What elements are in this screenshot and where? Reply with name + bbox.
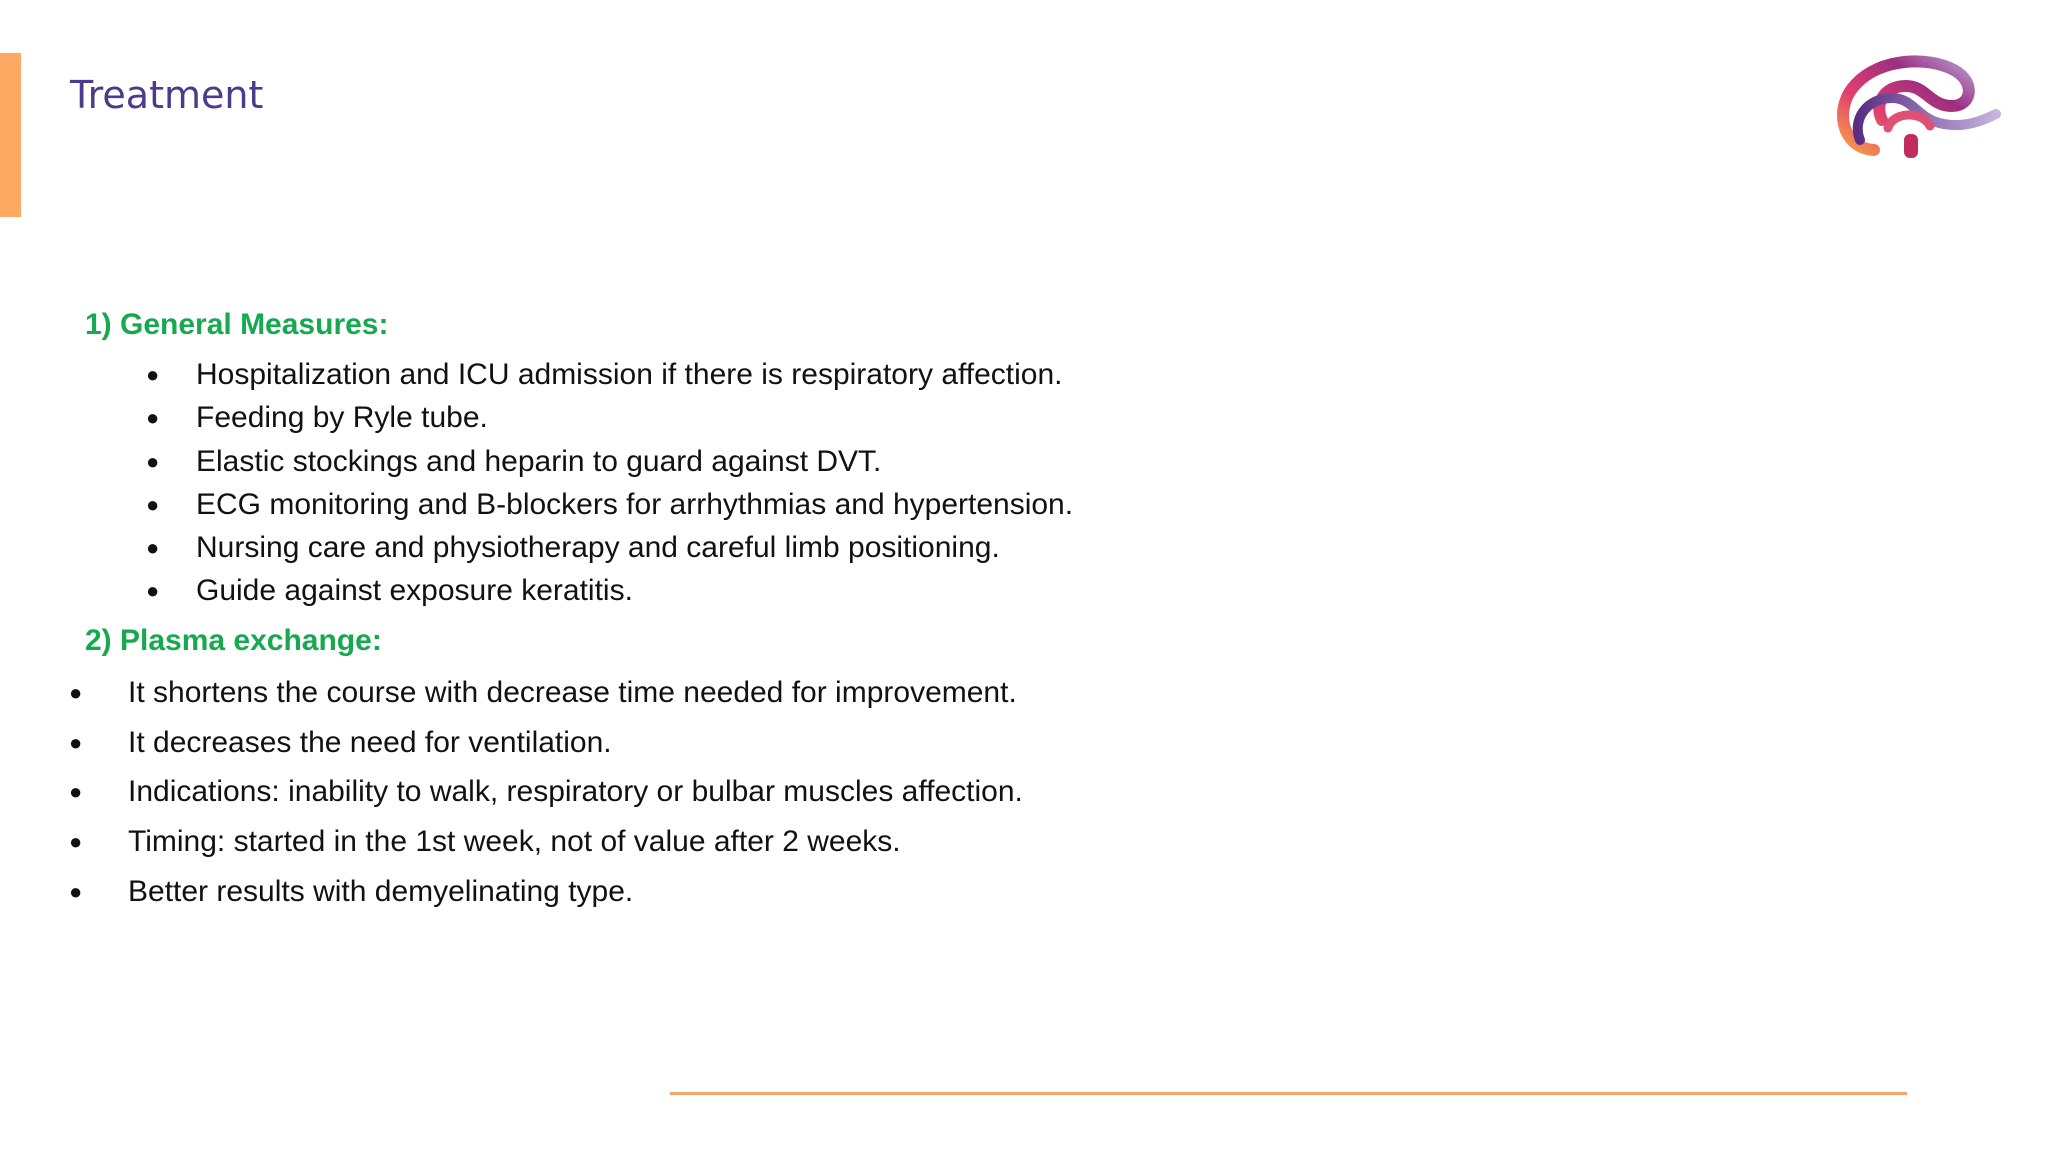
bullet-icon: ● — [146, 491, 160, 517]
bullet-icon: ● — [69, 779, 83, 805]
list-item-text: It shortens the course with decrease time needed for improvement. — [128, 676, 1017, 709]
bullet-icon: ● — [146, 362, 160, 387]
list-item-text: ECG monitoring and B-blockers for arrhythmias and hypertension. — [196, 487, 1074, 521]
general-measures-heading: 1) General Measures: — [85, 308, 389, 341]
list-item-text: Feeding by Ryle tube. — [196, 401, 488, 435]
list-item-text: Guide against exposure keratitis. — [196, 574, 633, 608]
list-item-text: Nursing care and physiotherapy and careful limb positioning. — [196, 531, 1000, 565]
bullet-icon: ● — [69, 729, 83, 755]
list-item — [69, 817, 1023, 867]
bullet-icon: ● — [69, 680, 83, 705]
list-item — [69, 668, 1023, 718]
list-item — [69, 718, 1023, 768]
list-item — [69, 767, 1023, 817]
slide-title: Treatment — [70, 73, 264, 117]
bullet-icon: ● — [146, 535, 160, 561]
list-item — [146, 569, 1073, 612]
bullet-icon: ● — [146, 448, 160, 474]
list-item — [146, 483, 1074, 526]
list-item-text: Better results with demyelinating type. — [128, 874, 634, 908]
list-item-text: It decreases the need for ventilation. — [128, 725, 612, 759]
list-item — [146, 353, 1073, 396]
plasma-exchange-list — [69, 668, 1023, 917]
list-item — [146, 440, 1073, 483]
bullet-icon: ● — [69, 878, 83, 904]
list-item-text: Hospitalization and ICU admission if there is respiratory affection. — [196, 358, 1063, 391]
list-item-text: Elastic stockings and heparin to guard against DVT. — [196, 444, 882, 478]
footer-divider — [670, 1092, 1907, 1095]
bullet-icon: ● — [146, 578, 160, 604]
plasma-exchange-heading: 2) Plasma exchange: — [85, 624, 382, 657]
bullet-icon: ● — [146, 405, 160, 431]
bullet-icon: ● — [69, 829, 83, 855]
list-item — [69, 867, 1023, 917]
general-measures-list — [146, 353, 1074, 613]
list-item-text: Timing: started in the 1st week, not of value after 2 weeks. — [128, 825, 901, 859]
list-item-text: Indications: inability to walk, respiratory or bulbar muscles affection. — [128, 775, 1023, 809]
list-item — [146, 396, 1073, 439]
list-item — [146, 526, 1073, 569]
